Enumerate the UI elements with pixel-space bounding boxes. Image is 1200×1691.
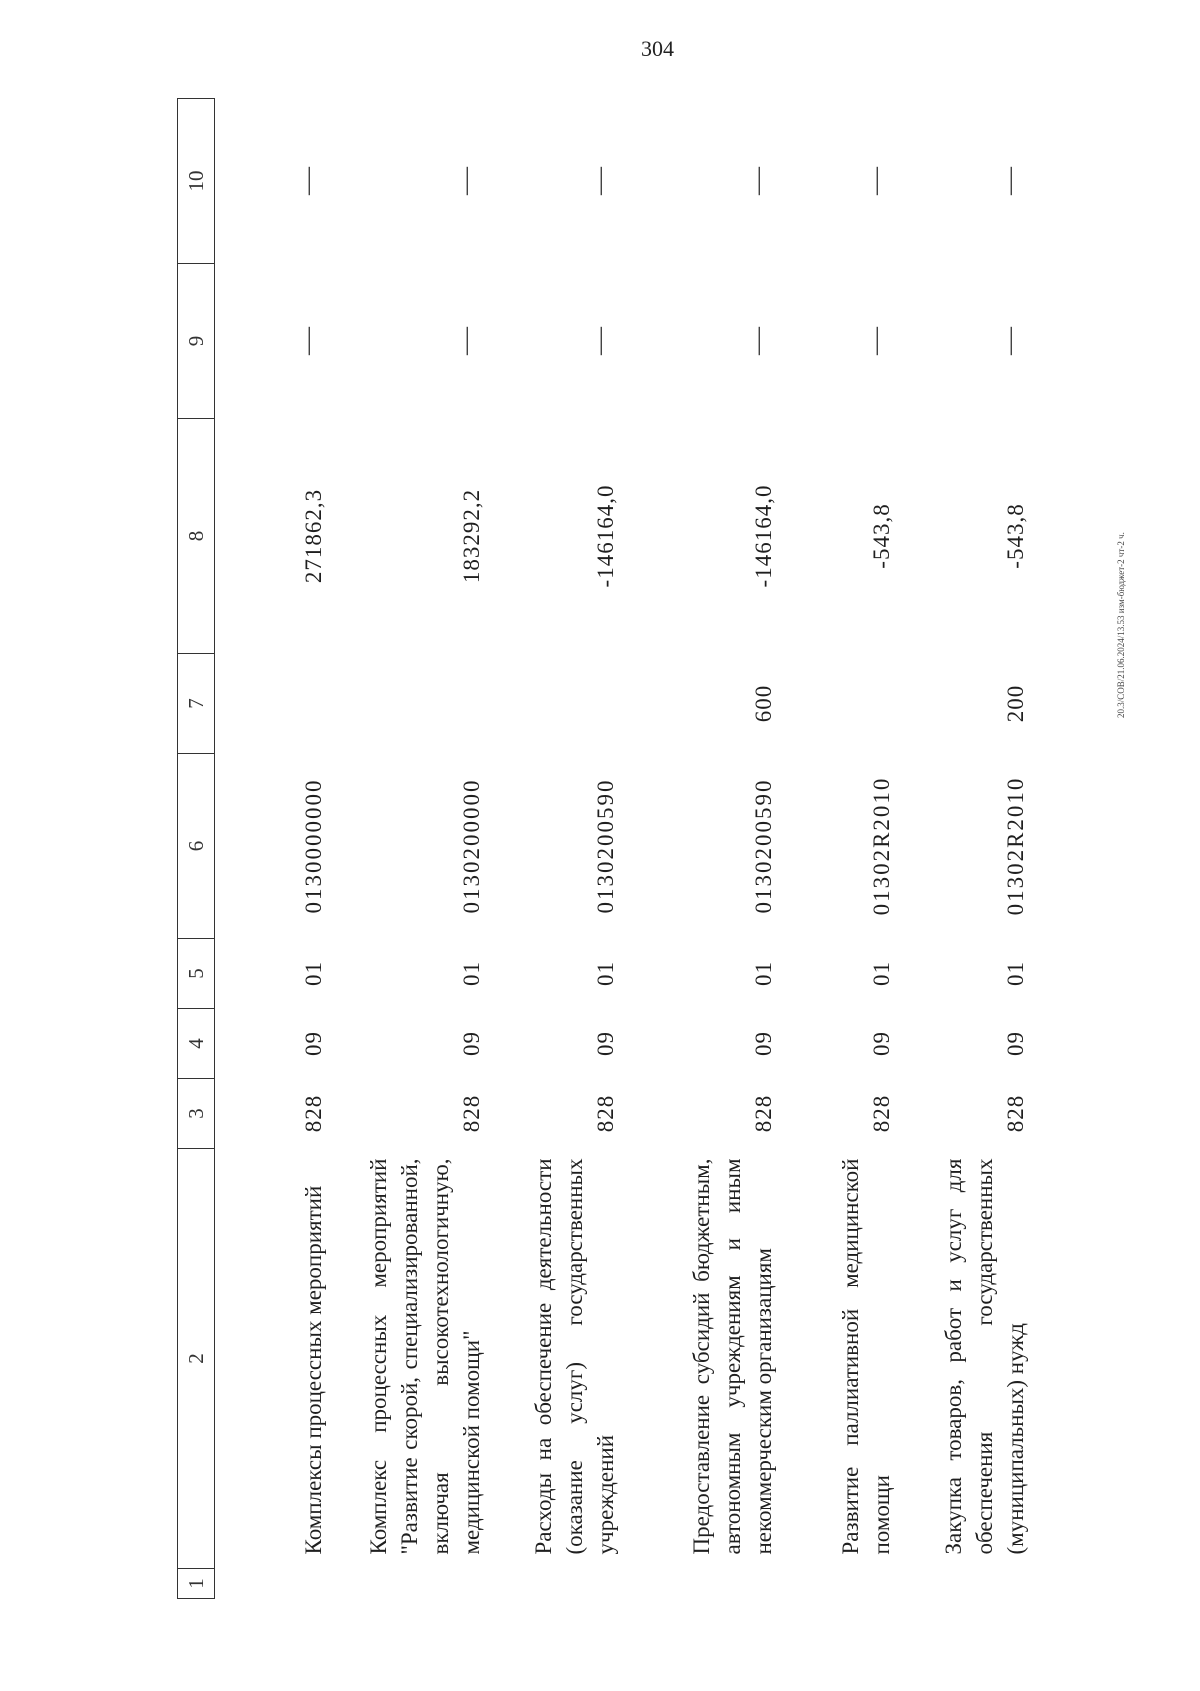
cell-target-code: 01302R2010	[868, 776, 894, 916]
header-col-2: 2	[178, 1149, 215, 1569]
cell-target-code: 0130200590	[750, 778, 776, 914]
cell-section: 09	[300, 1031, 326, 1056]
cell-expense-type	[783, 654, 901, 754]
cell-col9: —	[859, 327, 891, 355]
header-col-3: 3	[178, 1079, 215, 1149]
cell-section: 09	[592, 1031, 618, 1056]
cell-expense-type	[215, 654, 333, 754]
cell-expense-type	[491, 654, 625, 754]
table-row	[215, 99, 333, 1599]
budget-table-page	[177, 99, 1027, 1599]
cell-subsection: 01	[750, 961, 776, 986]
cell-target-code: 0130000000	[300, 778, 326, 914]
cell-section: 09	[1002, 1031, 1028, 1056]
table-row	[901, 99, 1035, 1599]
header-row	[178, 99, 215, 1599]
cell-empty	[333, 1569, 491, 1599]
cell-ministry: 828	[592, 1094, 618, 1133]
cell-col10: —	[583, 167, 615, 195]
cell-col9: —	[583, 327, 615, 355]
cell-empty	[901, 1569, 1035, 1599]
cell-empty	[783, 1569, 901, 1599]
table-row	[783, 99, 901, 1599]
table-row	[625, 99, 783, 1599]
cell-empty	[215, 1569, 333, 1599]
cell-subsection: 01	[458, 961, 484, 986]
cell-col9: —	[449, 327, 481, 355]
footer-code: 20.3/СОВ/21.06.2024/13.53 изм-бюджет-2 чт-2 ч.	[1116, 532, 1126, 718]
cell-col9: —	[993, 327, 1025, 355]
cell-col10: —	[449, 167, 481, 195]
cell-target-code: 0130200000	[458, 778, 484, 914]
header-col-9: 9	[178, 264, 215, 419]
cell-subsection: 01	[300, 961, 326, 986]
header-col-6: 6	[178, 754, 215, 939]
cell-name: Развитие паллиативной медицинской помощи	[837, 1158, 894, 1555]
cell-amount: -543,8	[1002, 503, 1028, 569]
cell-ministry: 828	[868, 1094, 894, 1133]
cell-name: Расходы на обеспечение деятельности (оказание услуг) государственных учреждений	[530, 1158, 618, 1555]
cell-ministry: 828	[750, 1094, 776, 1133]
cell-col9: —	[741, 327, 773, 355]
header-col-7: 7	[178, 654, 215, 754]
cell-ministry: 828	[1002, 1094, 1028, 1133]
cell-amount: -146164,0	[592, 484, 618, 588]
cell-section: 09	[868, 1031, 894, 1056]
cell-ministry: 828	[300, 1094, 326, 1133]
cell-name: Закупка товаров, работ и услуг для обеспечения государственных (муниципальных) нужд	[940, 1158, 1028, 1555]
cell-col10: —	[993, 167, 1025, 195]
cell-expense-type: 200	[1002, 684, 1028, 723]
cell-name: Комплексы процессных мероприятий	[300, 1185, 326, 1555]
header-col-5: 5	[178, 939, 215, 1009]
cell-col9: —	[291, 327, 323, 355]
cell-ministry: 828	[458, 1094, 484, 1133]
header-col-1: 1	[178, 1569, 215, 1599]
cell-expense-type: 600	[750, 684, 776, 723]
header-col-10: 10	[178, 99, 215, 264]
budget-table	[177, 98, 1035, 1599]
cell-empty	[625, 1569, 783, 1599]
cell-subsection: 01	[868, 961, 894, 986]
cell-amount: -146164,0	[750, 484, 776, 588]
cell-target-code: 01302R2010	[1002, 776, 1028, 916]
cell-target-code: 0130200590	[592, 778, 618, 914]
cell-col10: —	[741, 167, 773, 195]
cell-expense-type	[333, 654, 491, 754]
cell-amount: 271862,3	[300, 488, 326, 584]
cell-subsection: 01	[592, 961, 618, 986]
header-col-4: 4	[178, 1009, 215, 1079]
cell-subsection: 01	[1002, 961, 1028, 986]
cell-empty	[491, 1569, 625, 1599]
cell-col10: —	[859, 167, 891, 195]
page-number: 304	[641, 36, 674, 61]
table-row	[333, 99, 491, 1599]
cell-amount: -543,8	[868, 503, 894, 569]
cell-col10: —	[291, 167, 323, 195]
cell-name: Предоставление субсидий бюджетным, автономным учреждениям и иным некоммерческим организациям	[688, 1158, 776, 1555]
cell-section: 09	[458, 1031, 484, 1056]
table-row	[491, 99, 625, 1599]
cell-name: Комплекс процессных мероприятий "Развитие скорой, специализированной, включая высокотехнологичную, медицинской помощи"	[365, 1158, 484, 1555]
header-col-8: 8	[178, 419, 215, 654]
cell-section: 09	[750, 1031, 776, 1056]
cell-amount: 183292,2	[458, 488, 484, 584]
